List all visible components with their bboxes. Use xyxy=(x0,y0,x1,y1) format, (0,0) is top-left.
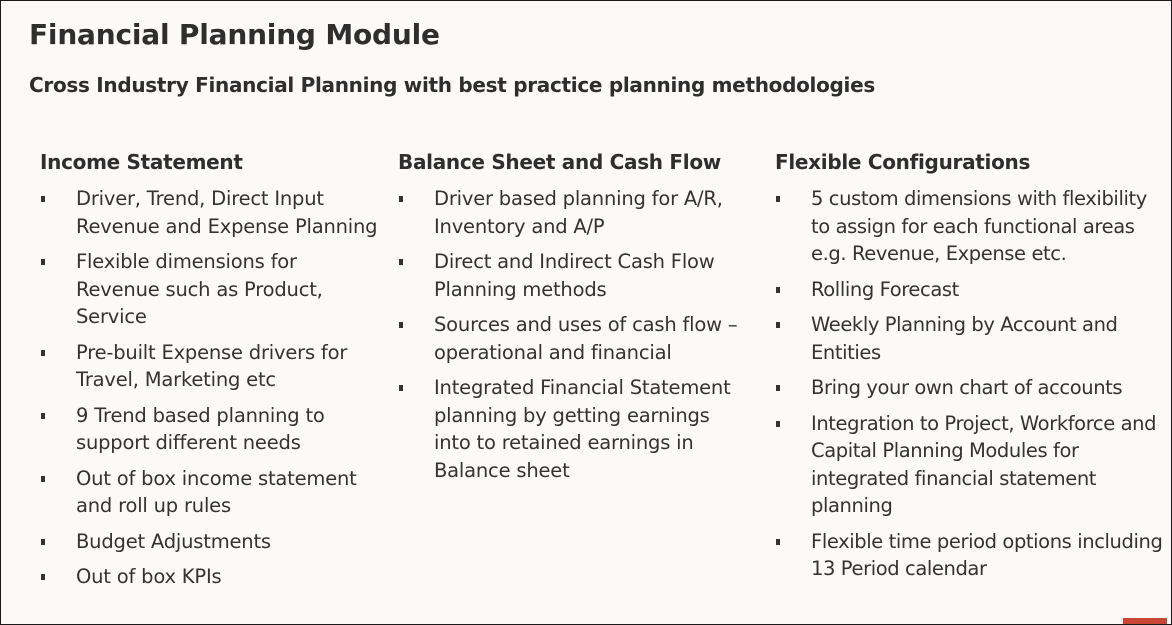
bullet-marker-icon xyxy=(776,287,780,293)
bullet-text: Rolling Forecast xyxy=(811,277,959,301)
bullet-marker-icon xyxy=(399,196,403,202)
slide-title: Financial Planning Module xyxy=(29,18,440,51)
bullet-text: Sources and uses of cash flow – operational and financial xyxy=(434,313,738,364)
bullet-text: 5 custom dimensions with flexibility to assign for each functional areas e.g. Revenue, Expense etc. xyxy=(811,187,1147,265)
bullet-marker-icon xyxy=(776,322,780,328)
bullet-text: 9 Trend based planning to support different needs xyxy=(76,403,325,454)
bullet-marker-icon xyxy=(41,574,45,580)
bullet-text: Integrated Financial Statement planning by getting earnings into to retained earnings in Balance sheet xyxy=(434,376,731,482)
accent-bar xyxy=(1123,618,1167,624)
bullet-item xyxy=(398,248,748,303)
bullet-item xyxy=(775,528,1167,583)
bullet-marker-icon xyxy=(776,196,780,202)
bullet-text: Direct and Indirect Cash Flow Planning methods xyxy=(434,250,715,301)
bullet-item xyxy=(40,248,380,331)
bullet-text: Flexible time period options including 13 Period calendar xyxy=(811,529,1163,580)
slide-subtitle: Cross Industry Financial Planning with best practice planning methodologies xyxy=(29,73,875,97)
bullet-marker-icon xyxy=(41,196,45,202)
bullet-list xyxy=(398,185,748,484)
column-flexible-configurations xyxy=(775,147,1167,591)
bullet-marker-icon xyxy=(776,385,780,391)
bullet-text: Flexible dimensions for Revenue such as Product, Service xyxy=(76,250,323,328)
bullet-item xyxy=(775,410,1167,520)
bullet-item xyxy=(40,563,380,591)
bullet-item xyxy=(40,402,380,457)
bullet-text: Integration to Project, Workforce and Capital Planning Modules for integrated financial statement planning xyxy=(811,411,1157,517)
bullet-text: Driver based planning for A/R, Inventory and A/P xyxy=(434,187,723,238)
bullet-item xyxy=(775,311,1167,366)
column-income-statement xyxy=(40,147,380,599)
column-heading: Income Statement xyxy=(40,150,243,174)
bullet-item xyxy=(40,528,380,556)
bullet-text: Budget Adjustments xyxy=(76,529,271,553)
bullet-item xyxy=(40,465,380,520)
bullet-text: Driver, Trend, Direct Input Revenue and Expense Planning xyxy=(76,187,378,238)
bullet-item xyxy=(775,185,1167,268)
bullet-text: Bring your own chart of accounts xyxy=(811,376,1123,399)
bullet-marker-icon xyxy=(776,421,780,427)
bullet-text: Pre-built Expense drivers for Travel, Marketing etc xyxy=(76,340,348,391)
bullet-item xyxy=(398,374,748,484)
bullet-list xyxy=(40,185,380,591)
bullet-text: Out of box KPIs xyxy=(76,565,222,588)
bullet-marker-icon xyxy=(41,413,45,419)
bullet-item xyxy=(398,311,748,366)
bullet-text: Weekly Planning by Account and Entities xyxy=(811,313,1118,364)
column-heading: Balance Sheet and Cash Flow xyxy=(398,150,721,174)
bullet-marker-icon xyxy=(399,322,403,328)
bullet-item xyxy=(398,185,748,240)
column-balance-sheet-cash-flow xyxy=(398,147,748,492)
column-heading: Flexible Configurations xyxy=(775,150,1031,174)
bullet-item xyxy=(775,374,1167,402)
bullet-marker-icon xyxy=(776,539,780,545)
bullet-text: Out of box income statement and roll up rules xyxy=(76,466,357,517)
bullet-marker-icon xyxy=(399,259,403,265)
bullet-marker-icon xyxy=(41,539,45,545)
bullet-item xyxy=(40,339,380,394)
bullet-item xyxy=(775,276,1167,304)
bullet-marker-icon xyxy=(41,259,45,265)
bullet-marker-icon xyxy=(41,350,45,356)
bullet-item xyxy=(40,185,380,240)
bullet-marker-icon xyxy=(399,385,403,391)
bullet-list xyxy=(775,185,1167,583)
bullet-marker-icon xyxy=(41,476,45,482)
